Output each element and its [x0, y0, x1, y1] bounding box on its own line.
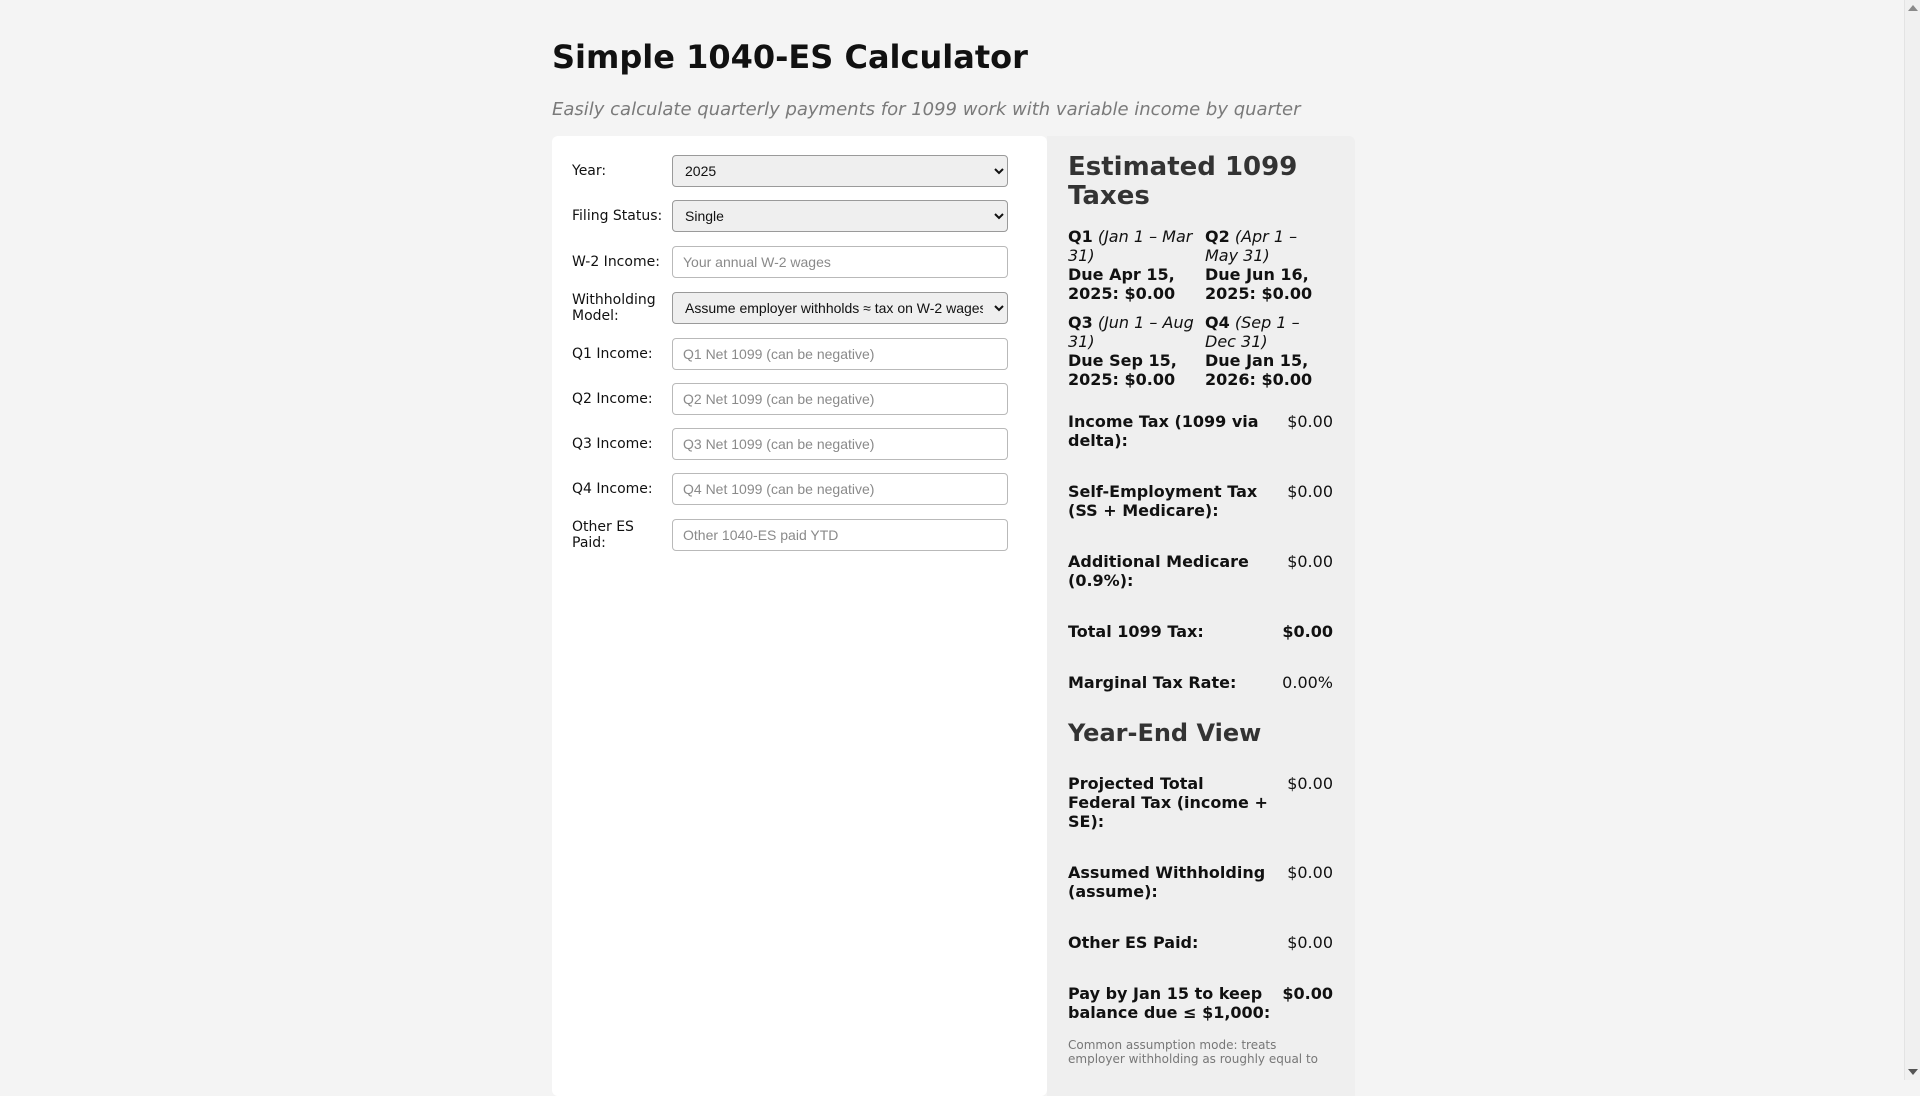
marginal-rate-label: Marginal Tax Rate: — [1068, 673, 1237, 692]
results-title: Estimated 1099 Taxes — [1068, 152, 1298, 211]
results-panel — [1047, 136, 1355, 1096]
quarter-due: Due Jan 15, 2026: $0.00 — [1205, 351, 1313, 389]
q3-income-input[interactable] — [672, 428, 1008, 460]
q4-income-label: Q4 Income: — [572, 481, 653, 497]
q1-income-row — [572, 338, 1008, 370]
total-tax-label: Total 1099 Tax: — [1068, 622, 1204, 641]
year-row — [572, 155, 1008, 187]
q2-income-row — [572, 383, 1008, 415]
results-content — [1068, 153, 1333, 1066]
quarter-item — [1068, 227, 1205, 303]
total-tax-line — [1068, 622, 1333, 641]
projected-total-label: Projected Total Federal Tax (income + SE): — [1068, 774, 1268, 831]
year-select[interactable] — [672, 155, 1008, 187]
income-tax-value: $0.00 — [1287, 412, 1333, 431]
other-es-paid-row — [572, 519, 1008, 551]
q1-income-input[interactable] — [672, 338, 1008, 370]
other-es-paid-label: Other ES Paid: — [572, 519, 634, 551]
other-es-paid-line — [1068, 933, 1333, 952]
assumption-note: Common assumption mode: treats employer withholding as roughly equal to — [1068, 1038, 1318, 1066]
filing-status-label: Filing Status: — [572, 208, 663, 224]
quarter-item — [1205, 227, 1333, 303]
se-tax-line — [1068, 482, 1333, 520]
withholding-model-select[interactable] — [672, 292, 1008, 324]
filing-status-select[interactable] — [672, 200, 1008, 232]
page-title: Simple 1040-ES Calculator — [552, 38, 1028, 76]
se-tax-label: Self-Employment Tax (SS + Medicare): — [1068, 482, 1258, 520]
assumed-withholding-value: $0.00 — [1287, 863, 1333, 882]
income-tax-label: Income Tax (1099 via delta): — [1068, 412, 1259, 450]
additional-medicare-line — [1068, 552, 1333, 590]
page-subtitle: Easily calculate quarterly payments for 1099 work with variable income by quarter — [552, 99, 1301, 120]
quarter-range: (Jun 1 – Aug 31) — [1068, 313, 1194, 351]
projected-total-line — [1068, 774, 1333, 831]
additional-medicare-value: $0.00 — [1287, 552, 1333, 571]
pay-by-jan15-value: $0.00 — [1282, 984, 1333, 1003]
q3-income-label: Q3 Income: — [572, 436, 653, 452]
q3-income-row — [572, 428, 1008, 460]
additional-medicare-label: Additional Medicare (0.9%): — [1068, 552, 1249, 590]
w2-income-input[interactable] — [672, 246, 1008, 278]
q4-income-row — [572, 473, 1008, 505]
quarter-due: Due Sep 15, 2025: $0.00 — [1068, 351, 1177, 389]
q4-income-input[interactable] — [672, 473, 1008, 505]
pay-by-jan15-line — [1068, 984, 1333, 1022]
assumed-withholding-label: Assumed Withholding (assume): — [1068, 863, 1266, 901]
page-scrollbar[interactable] — [1904, 0, 1920, 1080]
quarter-due: Due Jun 16, 2025: $0.00 — [1205, 265, 1313, 303]
assumed-withholding-line — [1068, 863, 1333, 901]
total-tax-value: $0.00 — [1282, 622, 1333, 641]
pay-by-jan15-label: Pay by Jan 15 to keep balance due ≤ $1,000: — [1068, 984, 1271, 1022]
other-es-paid-input[interactable] — [672, 519, 1008, 551]
q1-income-label: Q1 Income: — [572, 346, 653, 362]
quarter-name: Q3 — [1068, 313, 1093, 332]
other-es-paid-result-label: Other ES Paid: — [1068, 933, 1199, 952]
income-tax-line — [1068, 412, 1333, 450]
quarter-name: Q4 — [1205, 313, 1230, 332]
quarter-due: Due Apr 15, 2025: $0.00 — [1068, 265, 1176, 303]
quarterly-payments-grid — [1068, 227, 1333, 389]
filing-status-row — [572, 200, 1008, 232]
withholding-model-row — [572, 292, 1008, 324]
withholding-model-label: Withholding Model: — [572, 292, 656, 324]
quarter-item — [1068, 313, 1205, 389]
se-tax-value: $0.00 — [1287, 482, 1333, 501]
quarter-range: (Sep 1 – Dec 31) — [1205, 313, 1300, 351]
projected-total-value: $0.00 — [1287, 774, 1333, 793]
year-label: Year: — [572, 163, 607, 179]
scroll-up-arrow-icon[interactable] — [1908, 5, 1918, 11]
quarter-range: (Jan 1 – Mar 31) — [1068, 227, 1193, 265]
q2-income-input[interactable] — [672, 383, 1008, 415]
input-form-panel — [552, 136, 1047, 1096]
marginal-rate-line — [1068, 673, 1333, 692]
q2-income-label: Q2 Income: — [572, 391, 653, 407]
other-es-paid-result-value: $0.00 — [1287, 933, 1333, 952]
quarter-name: Q2 — [1205, 227, 1230, 246]
marginal-rate-value: 0.00% — [1282, 673, 1333, 692]
w2-income-label: W-2 Income: — [572, 254, 660, 270]
quarter-item — [1205, 313, 1333, 389]
scroll-down-arrow-icon[interactable] — [1908, 1069, 1918, 1075]
w2-income-row — [572, 246, 1008, 278]
quarter-name: Q1 — [1068, 227, 1093, 246]
quarter-range: (Apr 1 – May 31) — [1205, 227, 1298, 265]
year-end-title: Year-End View — [1068, 719, 1262, 747]
